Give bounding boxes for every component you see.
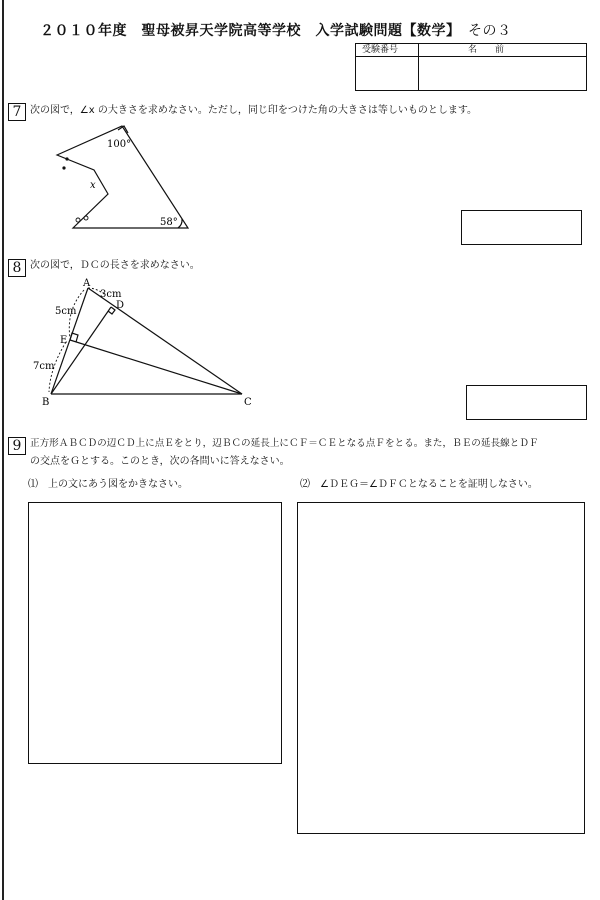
q8-segment-ec [70, 340, 242, 394]
title-text: ２０１０年度 聖母被昇天学院高等学校 入学試験問題【数学】 [40, 23, 454, 39]
question-9-drawing-box[interactable] [28, 502, 282, 764]
q8-segment-ab [51, 288, 88, 394]
q7-unknown-angle-label: x [90, 180, 96, 191]
q8-length-eb: 7cm [33, 361, 55, 372]
q8-label-b: B [42, 397, 50, 408]
q7-angle-bottom-label: 58° [160, 217, 178, 228]
question-8-text: 次の図で，ＤＣの長さを求めなさい。 [30, 260, 200, 271]
question-9-proof-box[interactable] [297, 502, 585, 834]
question-9-line-2: の交点をＧとする。このとき，次の各問いに答えなさい。 [30, 456, 290, 467]
question-8-number: 8 [8, 259, 26, 277]
q8-length-ad: 3cm [100, 289, 122, 300]
q8-label-c: C [244, 397, 252, 408]
q8-length-ae: 5cm [55, 306, 77, 317]
name-label: 名 前 [468, 45, 505, 55]
q8-segment-ac [88, 288, 242, 394]
question-9-sub-2: ⑵ ∠ＤＥＧ＝∠ＤＦＣとなることを証明しなさい。 [300, 479, 538, 490]
q7-angle-top-label: 100° [107, 139, 132, 150]
question-9-line-1: 正方形ＡＢＣＤの辺ＣＤ上に点Ｅをとり，辺ＢＣの延長上にＣＦ＝ＣＥとなる点Ｆをとる。また，ＢＥの延長線とＤＦ [30, 438, 539, 449]
question-9-number: 9 [8, 437, 26, 455]
part-label: その３ [468, 23, 512, 39]
q8-label-e: E [60, 335, 68, 346]
question-7-number: 7 [8, 103, 26, 121]
question-9-sub-1: ⑴ 上の文にあう図をかきなさい。 [28, 479, 188, 490]
exam-number-label: 受験番号 [362, 45, 399, 55]
q8-label-d: D [116, 300, 125, 311]
question-8-answer-box[interactable] [466, 385, 587, 420]
question-7-text: 次の図で，∠x の大きさを求めなさい。ただし，同じ印をつけた角の大きさは等しいものとします。 [30, 105, 478, 116]
q8-label-a: A [83, 278, 91, 289]
